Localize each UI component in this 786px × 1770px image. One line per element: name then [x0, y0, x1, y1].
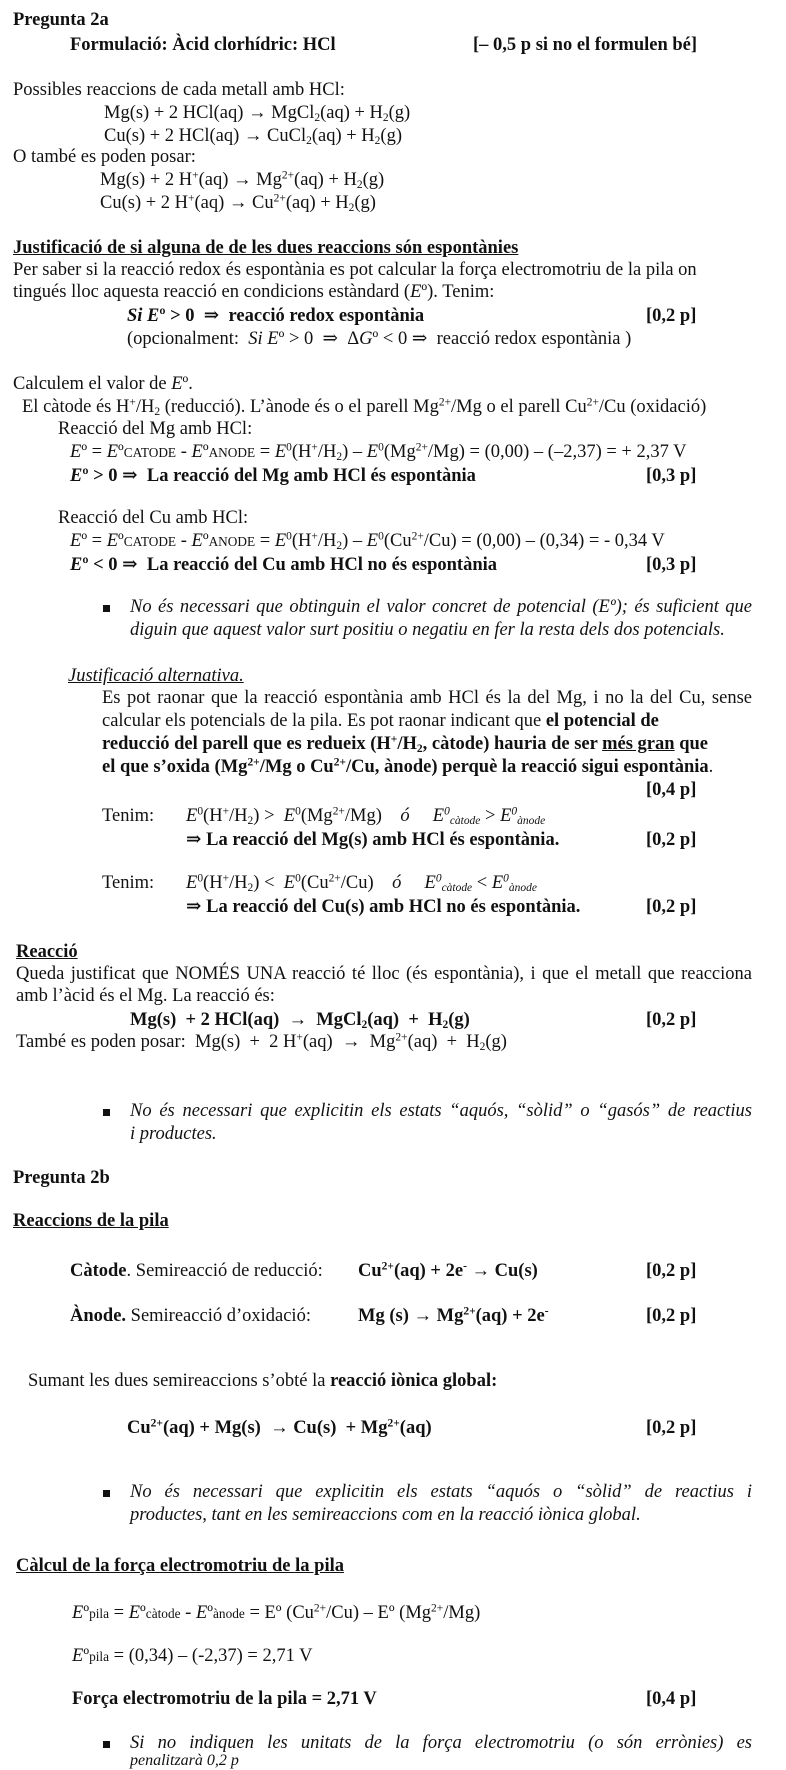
emf-substitution: Eºpila = (0,34) – (-2,37) = 2,71 V	[72, 1646, 313, 1666]
note-units-line-1: Si no indiquen les unitats de la força electromotriu (o són errònies) es	[130, 1733, 752, 1753]
alternative-cu-inequality: $E^0(H^+/H_2) < E^0(Cu^{2+}/Cu)$ ó $E^0_{càtode} < E^0_{ànode}$	[186, 872, 537, 894]
note-potential-line-2: diguin que aquest valor surt positiu o negatiu en fer la resta dels dos potencials.	[130, 620, 725, 640]
cu-result: Eº < 0 ⇒ La reacció del Cu amb HCl no és espontània	[70, 555, 498, 575]
formulation-line: Formulació: Àcid clorhídric: HCl	[70, 35, 336, 55]
justification-paragraph-2: tingués lloc aquesta reacció en condicions estàndard (Eº). Tenim:	[13, 282, 495, 302]
emf-formula: Eºpila = Eºcàtode - Eºànode = Eº $(Cu^{2+}/Cu)$ – Eº $(Mg^{2+}/Mg)$	[72, 1602, 481, 1623]
reaction-section-title: Reacció	[16, 942, 78, 962]
spontaneity-rule: Si Eº > 0 ⇒ reacció redox espontània	[127, 306, 425, 326]
possible-reactions-intro: Possibles reaccions de cada metall amb HCl:	[13, 80, 345, 100]
justification-title: Justificació de si alguna de de les dues reaccions són espontànies	[13, 238, 519, 258]
alternative-cu-points: [0,2 p]	[646, 897, 697, 917]
reaction-cu-hcl: Cu(s) + 2 HCl(aq) → CuCl$_2$(aq) + $H_2(g)$	[104, 126, 402, 147]
alternative-mg-points: [0,2 p]	[646, 830, 697, 850]
mg-result-points: [0,3 p]	[646, 466, 697, 486]
also-intro: O també es poden posar:	[13, 147, 196, 167]
tenim-label-1: Tenim:	[102, 806, 155, 826]
cell-reactions-title: Reaccions de la pila	[13, 1211, 169, 1231]
formulation-penalty: [– 0,5 p si no el formulen bé]	[473, 35, 698, 55]
emf-points: [0,4 p]	[646, 1689, 697, 1709]
cu-result-points: [0,3 p]	[646, 555, 697, 575]
tenim-label-2: Tenim:	[102, 873, 155, 893]
reaction-paragraph-2: amb l’àcid és el Mg. La reacció és:	[16, 986, 275, 1006]
calc-intro: Calculem el valor de Eº.	[13, 374, 193, 394]
note-states-line-2: i productes.	[130, 1124, 217, 1144]
cathode-anode-statement: El càtode és $H^+/H_2$ (reducció). L’ànode és o el parell $Mg^{2+}/Mg$ o el parell $Cu^{2+}/Cu$ (oxidació)	[22, 396, 707, 418]
note-half-reactions-line-2: productes, tant en les semireaccions com en la reacció iònica global.	[130, 1505, 641, 1525]
reaction-cu-ionic: Cu(s) + 2 $H^+(aq) \to Cu^{2+}(aq) + H_2(g)$	[100, 192, 376, 214]
global-reaction-points: [0,2 p]	[646, 1418, 697, 1438]
note-potential-line-1: No és necessari que obtinguin el valor concret de potencial (Eº); és suficient que	[130, 597, 752, 617]
anode-half-reaction: Mg $(s) \to Mg^{2+}(aq) + 2e^-$	[358, 1305, 549, 1326]
alternative-cu-result: ⇒ La reacció del Cu(s) amb HCl no és espontània.	[186, 897, 581, 917]
cathode-half-reaction-label: Càtode. Semireacció de reducció:	[70, 1261, 323, 1281]
alternative-line-3: reducció del parell que es redueix ($H^+/H_2$, càtode) hauria de ser més gran que	[102, 733, 708, 755]
global-ionic-reaction: $Cu^{2+}(aq) + Mg(s) \to Cu(s) + Mg^{2+}(aq)$	[127, 1417, 432, 1438]
final-reaction-ionic: També es poden posar: Mg(s) + 2 $H^+(aq) \to Mg^{2+}(aq) + H_2(g)$	[16, 1031, 507, 1053]
alternative-line-2: calcular els potencials de la pila. Es pot raonar indicant que el potencial de	[102, 711, 659, 731]
final-reaction-equation: Mg(s) + 2 HCl(aq) → MgCl$_2$(aq) + $H_2(g)$	[130, 1010, 470, 1031]
bullet-icon	[103, 1109, 110, 1116]
final-reaction-points: [0,2 p]	[646, 1010, 697, 1030]
alternative-points: [0,4 p]	[646, 780, 697, 800]
bullet-icon	[103, 605, 110, 612]
note-states-line-1: No és necessari que explicitin els estats “aquós, “sòlid” o “gasós” de reactius	[130, 1101, 752, 1121]
spontaneity-rule-points: [0,2 p]	[646, 306, 697, 326]
note-half-reactions-line-1: No és necessari que explicitin els estats “aquós o “sòlid” de reactius i	[130, 1482, 752, 1502]
question-2a-heading: Pregunta 2a	[13, 10, 109, 30]
mg-reaction-title: Reacció del Mg amb HCl:	[58, 419, 253, 439]
cu-emf-calculation: Eº = EºCATODE - EºANODE = $E^0(H^+/H_2) - E^0(Cu^{2+}/Cu) = (0,00) - (0,34)$ = - 0,34 V	[70, 530, 665, 552]
emf-calculation-title: Càlcul de la força electromotriu de la pila	[16, 1556, 344, 1576]
mg-result: Eº > 0 ⇒ La reacció del Mg amb HCl és espontània	[70, 466, 476, 486]
alternative-justification-title: Justificació alternativa.	[68, 666, 244, 686]
reaction-mg-hcl: Mg(s) + 2 HCl(aq) → MgCl$_2$(aq) + $H_2(g)$	[104, 103, 411, 124]
sum-statement: Sumant les dues semireaccions s’obté la reacció iònica global:	[28, 1371, 498, 1391]
alternative-mg-result: ⇒ La reacció del Mg(s) amb HCl és espontània.	[186, 830, 560, 850]
alternative-line-4: el que s’oxida ($Mg^{2+}/Mg$ o $Cu^{2+}/Cu$, ànode) perquè la reacció sigui espontània.	[102, 756, 714, 777]
cu-reaction-title: Reacció del Cu amb HCl:	[58, 508, 249, 528]
cathode-half-reaction: $Cu^{2+}(aq) + 2e^- \to Cu(s)$	[358, 1260, 538, 1281]
spontaneity-rule-optional: (opcionalment: Si Eº > 0 ⇒ ΔGº < 0 ⇒ reacció redox espontània )	[127, 329, 632, 349]
anode-half-reaction-label: Ànode. Semireacció d’oxidació:	[70, 1306, 311, 1326]
reaction-paragraph-1: Queda justificat que NOMÉS UNA reacció té lloc (és espontània), i que el metall que reacciona	[16, 964, 752, 984]
alternative-line-1: Es pot raonar que la reacció espontània amb HCl és la del Mg, i no la del Cu, sense	[102, 688, 752, 708]
bullet-icon	[103, 1490, 110, 1497]
emf-result: Força electromotriu de la pila = 2,71 V	[72, 1689, 377, 1709]
note-units-line-2: penalitzarà 0,2 p	[130, 1752, 239, 1769]
mg-emf-calculation: Eº = EºCATODE - EºANODE = $E^0(H^+/H_2) - E^0(Mg^{2+}/Mg) = (0,00) - (-2,37)$ = + 2,37 V	[70, 441, 687, 463]
anode-points: [0,2 p]	[646, 1306, 697, 1326]
reaction-mg-ionic: Mg(s) + 2 $H^+(aq) \to Mg^{2+}(aq) + H_2(g)$	[100, 169, 385, 191]
question-2b-heading: Pregunta 2b	[13, 1168, 110, 1188]
alternative-mg-inequality: $E^0(H^+/H_2) > E^0(Mg^{2+}/Mg)$ ó $E^0_{càtode} > E^0_{ànode}$	[186, 805, 546, 827]
bullet-icon	[103, 1741, 110, 1748]
cathode-points: [0,2 p]	[646, 1261, 697, 1281]
justification-paragraph-1: Per saber si la reacció redox és espontània es pot calcular la força electromotriu de la pila on	[13, 260, 697, 280]
